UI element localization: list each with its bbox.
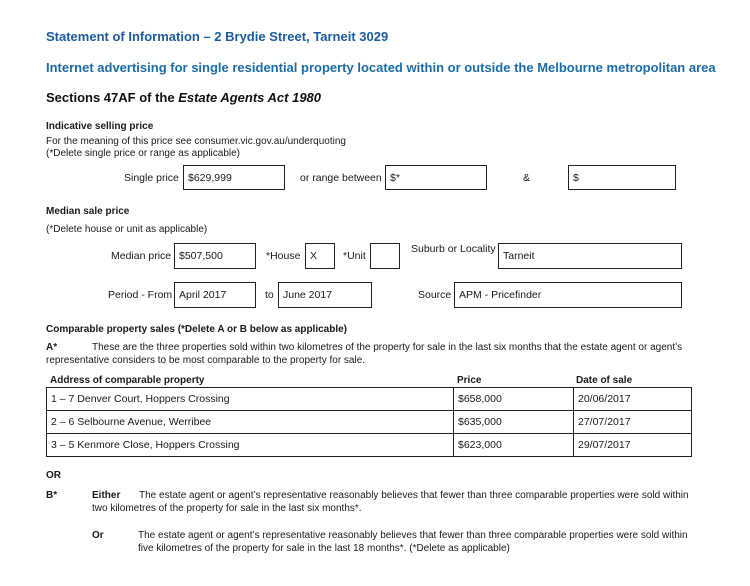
act-prefix: Sections 47AF of the [46,90,179,105]
col-header-price: Price [457,375,482,386]
indicative-heading: Indicative selling price [46,121,154,132]
option-b-or-line1: The estate agent or agent’s representative reasonably believes that fewer than three comparable properties were sold within [138,530,688,541]
table-row [47,434,692,457]
source-label: Source [418,289,452,301]
median-price-label: Median price [111,250,172,262]
either-label: Either [92,490,121,501]
unit-label: *Unit [343,250,366,262]
price-cell: $623,000 [454,434,574,457]
range-ampersand: & [523,172,531,184]
document-title: Statement of Information – 2 Brydie Street, Tarneit 3029 [46,29,389,44]
option-b-label: B* [46,490,58,501]
address-cell: 3 – 5 Kenmore Close, Hoppers Crossing [47,434,454,457]
table-row [47,411,692,434]
suburb-field[interactable]: Tarneit [498,243,682,269]
price-cell: $635,000 [454,411,574,434]
period-to-field[interactable]: June 2017 [278,282,372,308]
option-b-either-line1: The estate agent or agent’s representative reasonably believes that fewer than three comparable properties were sold within [139,490,689,501]
price-cell: $658,000 [454,388,574,411]
col-header-address: Address of comparable property [50,375,205,386]
house-label: *House [266,250,301,262]
median-price-field[interactable]: $507,500 [174,243,256,269]
date-cell: 29/07/2017 [574,434,692,457]
period-from-label: Period - From [108,289,173,301]
address-cell: 1 – 7 Denver Court, Hoppers Crossing [47,388,454,411]
table-row [47,388,692,411]
col-header-date: Date of sale [576,375,633,386]
act-name: Estate Agents Act 1980 [178,90,322,105]
source-field[interactable]: APM - Pricefinder [454,282,682,308]
period-to-label: to [265,289,274,301]
comparable-sales-table [46,387,692,457]
option-b-either-line2: two kilometres of the property for sale in the last six months*. [92,503,362,514]
date-cell: 20/06/2017 [574,388,692,411]
suburb-label: Suburb or Locality [411,243,496,255]
house-field[interactable]: X [305,243,335,269]
comparable-heading: Comparable property sales (*Delete A or B below as applicable) [46,324,348,335]
option-a-label: A* [46,342,58,353]
date-cell: 27/07/2017 [574,411,692,434]
median-note: (*Delete house or unit as applicable) [46,224,208,235]
median-heading: Median sale price [46,206,130,217]
option-a-text-line1: These are the three properties sold within two kilometres of the property for sale in the last six months that the estate agent or agent’s [92,342,683,353]
unit-field[interactable] [370,243,400,269]
option-b-or-line2: five kilometres of the property for sale in the last 18 months*. (*Delete as applicable) [138,543,510,554]
document-subtitle: Internet advertising for single residential property located within or outside the Melbourne metropolitan area [46,60,716,75]
act-reference [46,90,321,105]
single-price-label: Single price [124,172,179,184]
indicative-note-delete: (*Delete single price or range as applicable) [46,148,240,159]
range-to-field[interactable]: $ [568,165,676,190]
option-a-text-line2: representative considers to be most comparable to the property for sale. [46,355,366,366]
or-separator: OR [46,470,61,481]
address-cell: 2 – 6 Selbourne Avenue, Werribee [47,411,454,434]
indicative-note-meaning: For the meaning of this price see consumer.vic.gov.au/underquoting [46,136,346,147]
range-label: or range between [300,172,382,184]
period-from-field[interactable]: April 2017 [174,282,256,308]
range-from-field[interactable]: $* [385,165,487,190]
single-price-field[interactable]: $629,999 [183,165,285,190]
or-label: Or [92,530,104,541]
